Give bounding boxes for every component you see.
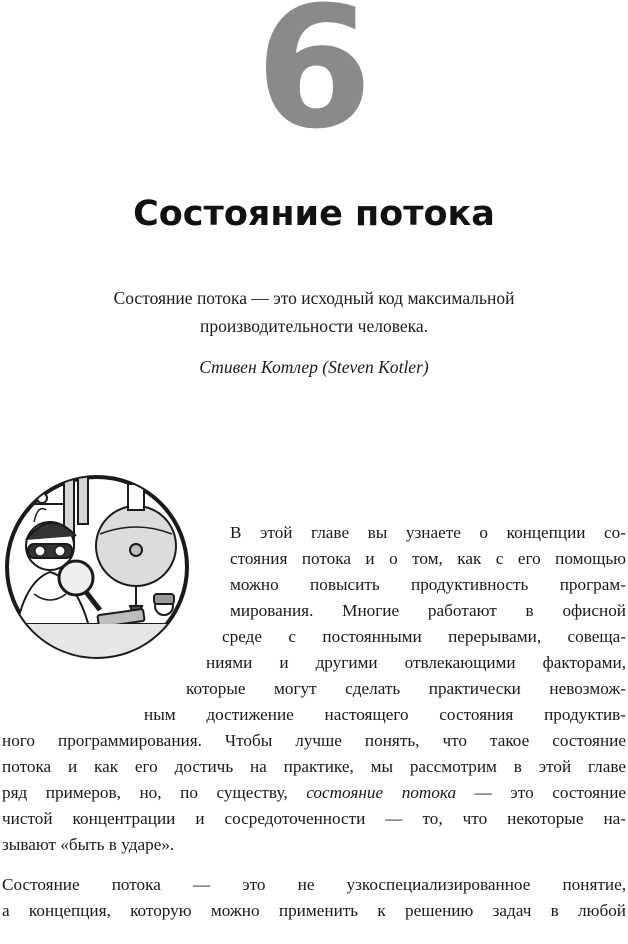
body-text [0, 520, 628, 924]
text-line: чистой концентрации и сосредоточенности — то, что некоторые на- [2, 809, 626, 828]
emphasis-term: состояние потока [306, 783, 457, 802]
text-line: В этой главе вы узнаете о концепции со- [230, 523, 626, 542]
text-line: стояния потока и о том, как с его помощью [230, 549, 626, 568]
text-line: ным достижение настоящего состояния продуктив- [144, 705, 626, 724]
text-line: потока и как его достичь на практике, мы рассмотрим в этой главе [2, 757, 626, 776]
chapter-title: Состояние потока [133, 194, 495, 234]
text-line: которые могут сделать практически невозмож- [186, 679, 626, 698]
chapter-number: 6 [255, 0, 373, 166]
text-segment: — это состояние [456, 783, 626, 802]
text-line: среде с постоянными перерывами, совеща- [222, 627, 626, 646]
text-segment: ряд примеров, но, по существу, [2, 783, 307, 802]
text-line: а концепция, которую можно применить к решению задач в любой [2, 901, 626, 920]
text-line: можно повысить продуктивность програм- [230, 575, 626, 594]
epigraph-quote: Состояние потока — это исходный код максимальной производительности человека. [113, 288, 515, 336]
text-line [0, 780, 626, 806]
text-line: зывают «быть в ударе». [2, 835, 175, 854]
epigraph-author: Стивен Котлер (Steven Kotler) [199, 357, 429, 377]
text-line: ниями и другими отвлекающими факторами, [206, 653, 626, 672]
text-line: ного программирования. Чтобы лучше понять, что такое состояние [2, 731, 626, 750]
text-line: мирования. Многие работают в офисной [230, 601, 626, 620]
text-line: Состояние потока — это не узкоспециализированное понятие, [2, 875, 626, 894]
